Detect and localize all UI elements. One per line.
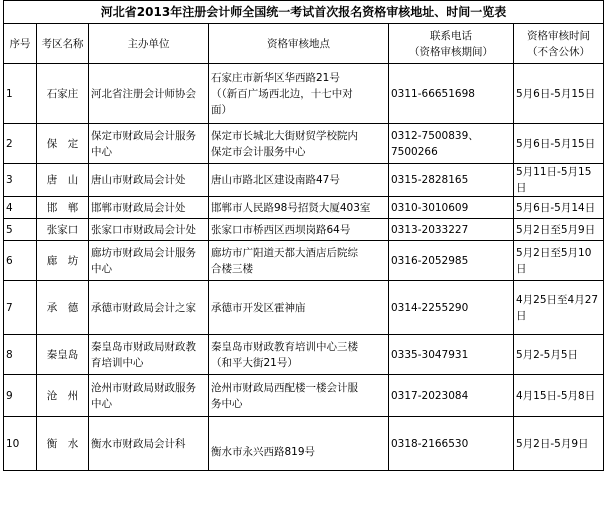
cell-org: 保定市财政局会计服务中心 [89,124,209,164]
header-phone [389,24,514,64]
addr-line: 邯郸市人民路98号招贤大厦403室 [211,201,371,214]
cell-time: 5月2日至5月10日 [514,241,604,281]
addr-line [211,428,386,444]
cell-area: 保 定 [37,124,89,164]
phone-line: 0313-2033227 [391,223,469,236]
header-org: 主办单位 [89,24,209,64]
table-row [4,164,604,197]
cell-time: 5月6日-5月15日 [514,64,604,124]
cell-org: 唐山市财政局会计处 [89,164,209,197]
header-time-line2: （不含公休） [527,45,590,58]
cell-addr [209,219,389,241]
cell-area: 廊 坊 [37,241,89,281]
cell-no: 8 [4,335,37,375]
cell-addr [209,241,389,281]
cell-no: 3 [4,164,37,197]
cell-phone [389,124,514,164]
table-row [4,241,604,281]
cell-area: 秦皇岛 [37,335,89,375]
table-row [4,281,604,335]
cell-addr [209,281,389,335]
cell-org: 沧州市财政局财政服务中心 [89,375,209,417]
cell-org: 邯郸市财政局会计处 [89,197,209,219]
addr-line: 承德市开发区霍神庙 [211,301,306,314]
addr-line: 廊坊市广阳道天都大酒店后院综 [211,246,358,259]
cell-addr [209,124,389,164]
addr-line: 衡水市永兴西路819号 [211,445,316,458]
registration-table [3,0,604,471]
cell-addr [209,375,389,417]
phone-line: 0316-2052985 [391,254,469,267]
phone-line: 0310-3010609 [391,201,469,214]
addr-line: 张家口市桥西区西坝岗路64号 [211,223,351,236]
cell-area: 邯 郸 [37,197,89,219]
header-area: 考区名称 [37,24,89,64]
cell-no: 9 [4,375,37,417]
cell-phone [389,417,514,471]
cell-time: 5月6日-5月15日 [514,124,604,164]
addr-line: 秦皇岛市财政教育培训中心三楼 [211,340,358,353]
phone-line: 7500266 [391,145,438,158]
cell-addr [209,64,389,124]
cell-area: 唐 山 [37,164,89,197]
cell-no: 1 [4,64,37,124]
cell-org: 秦皇岛市财政局财政教育培训中心 [89,335,209,375]
cell-no: 2 [4,124,37,164]
cell-addr [209,335,389,375]
cell-phone [389,241,514,281]
cell-area: 承 德 [37,281,89,335]
addr-line: （（新百广场西北边，十七中对 [211,87,353,100]
cell-time: 5月11日-5月15日 [514,164,604,197]
cell-org: 张家口市财政局会计处 [89,219,209,241]
cell-addr [209,164,389,197]
table-title: 河北省2013年注册会计师全国统一考试首次报名资格审核地址、时间一览表 [4,1,604,24]
addr-line: 沧州市财政局西配楼一楼会计服 [211,381,358,394]
cell-time: 4月15日-5月8日 [514,375,604,417]
addr-line: 面） [211,103,232,116]
phone-line: 0315-2828165 [391,174,469,186]
cell-area: 沧 州 [37,375,89,417]
cell-addr [209,197,389,219]
cell-phone [389,281,514,335]
cell-time: 4月25日至4月27日 [514,281,604,335]
cell-no: 6 [4,241,37,281]
cell-time: 5月2日至5月9日 [514,219,604,241]
cell-phone [389,197,514,219]
cell-org: 河北省注册会计师协会 [89,64,209,124]
addr-line: 务中心 [211,397,243,410]
cell-phone [389,335,514,375]
cell-no: 10 [4,417,37,471]
cell-phone [389,164,514,197]
phone-line: 0335-3047931 [391,348,469,361]
table-row [4,197,604,219]
phone-line: 0311-66651698 [391,87,475,100]
table-row [4,124,604,164]
header-no: 序号 [4,24,37,64]
cell-time: 5月2-5月5日 [514,335,604,375]
cell-time: 5月6日-5月14日 [514,197,604,219]
cell-area: 衡 水 [37,417,89,471]
cell-addr [209,417,389,471]
table-row [4,417,604,471]
addr-line: 保定市长城北大街财贸学校院内 [211,129,358,142]
header-phone-line1: 联系电话 [430,29,472,42]
addr-line: （和平大街21号） [211,356,298,369]
table-row [4,219,604,241]
phone-line: 0317-2023084 [391,389,469,402]
cell-org: 衡水市财政局会计科 [89,417,209,471]
phone-line: 0312-7500839、 [391,129,479,142]
cell-area: 石家庄 [37,64,89,124]
addr-line: 唐山市路北区建设南路47号 [211,174,340,186]
cell-no: 4 [4,197,37,219]
header-time [514,24,604,64]
cell-phone [389,375,514,417]
cell-no: 5 [4,219,37,241]
addr-line: 石家庄市新华区华西路21号 [211,71,340,84]
cell-area: 张家口 [37,219,89,241]
table-row [4,375,604,417]
cell-time: 5月2日-5月9日 [514,417,604,471]
addr-line: 保定市会计服务中心 [211,145,306,158]
phone-line: 0314-2255290 [391,301,469,314]
header-phone-line2: （资格审核期间） [409,45,493,58]
header-time-line1: 资格审核时间 [527,29,590,42]
cell-no: 7 [4,281,37,335]
cell-org: 承德市财政局会计之家 [89,281,209,335]
header-addr: 资格审核地点 [209,24,389,64]
table-row [4,335,604,375]
cell-org: 廊坊市财政局会计服务中心 [89,241,209,281]
cell-phone [389,64,514,124]
addr-line: 合楼三楼 [211,262,253,275]
cell-phone [389,219,514,241]
table-row [4,64,604,124]
phone-line: 0318-2166530 [391,437,469,450]
